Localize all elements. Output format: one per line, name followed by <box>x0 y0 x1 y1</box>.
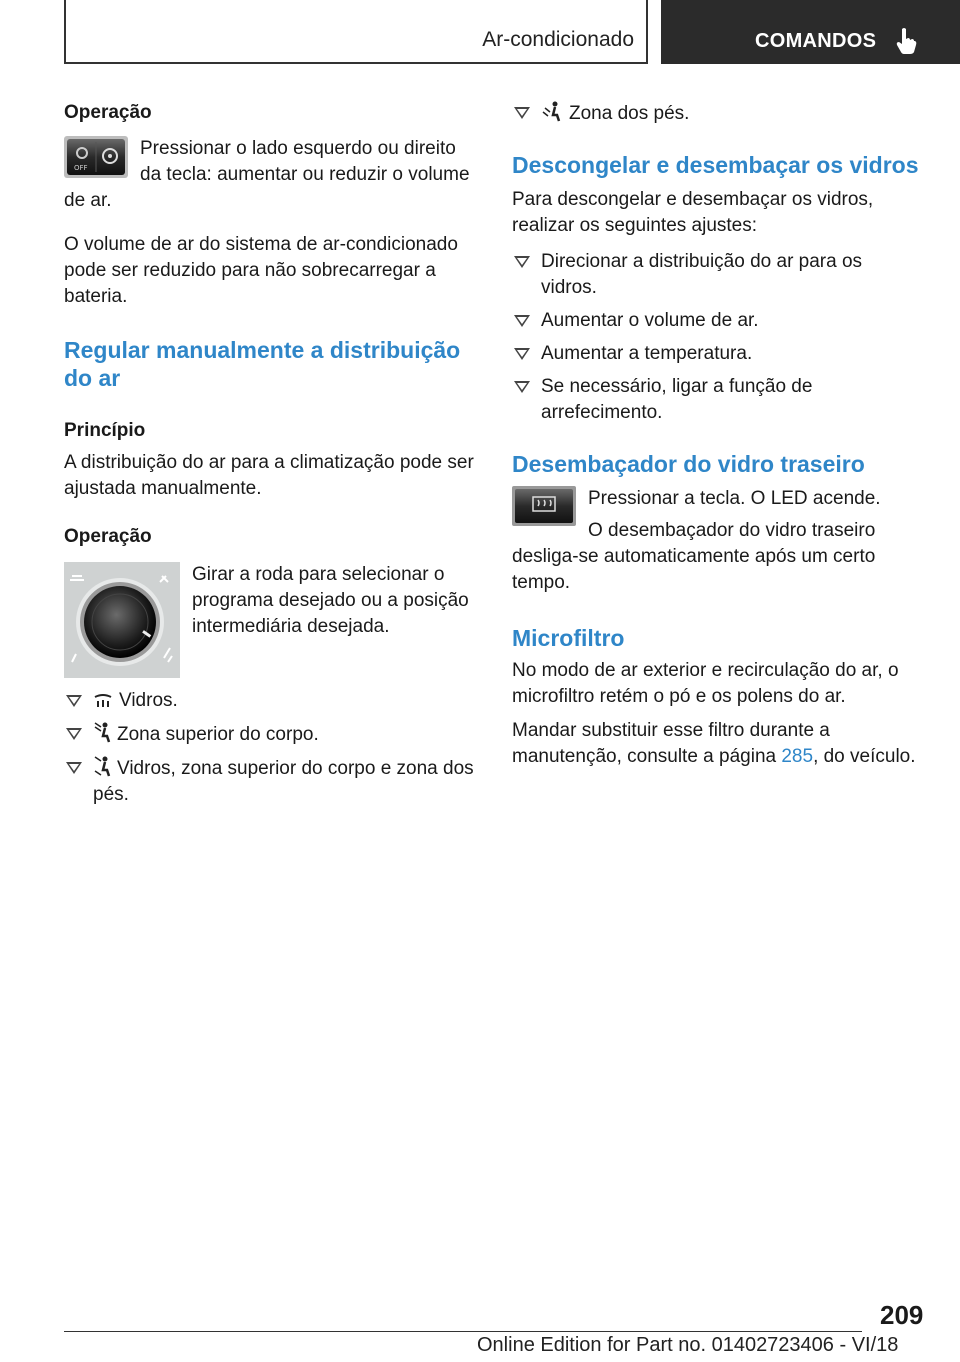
operation-title-2: Operação <box>64 526 152 547</box>
rear-defroster-text-2: O desembaçador do vidro traseiro desliga-se automaticamente após um certo tempo. <box>512 520 876 593</box>
microfilter-text-2 <box>512 718 922 770</box>
rear-defroster-button-image <box>512 486 576 526</box>
rear-defroster-heading: Desembaçador do vidro traseiro <box>512 451 865 477</box>
bullet-text: Vidros. <box>119 690 178 711</box>
distribution-options-list <box>64 688 482 808</box>
bullet-text: Zona superior do corpo. <box>117 724 319 745</box>
list-item <box>512 374 922 426</box>
bullet-text: Direcionar a distribuição do ar para os vidros. <box>541 251 863 298</box>
bullet-text: Zona dos pés. <box>569 103 690 124</box>
bullet-text: Aumentar a temperatura. <box>541 343 753 364</box>
principle-title: Princípio <box>64 420 146 441</box>
upper-body-icon <box>93 721 111 743</box>
footer-divider <box>64 1331 862 1332</box>
defrost-steps-list <box>512 249 922 426</box>
svg-text:OFF: OFF <box>74 164 88 172</box>
bullet-triangle-icon <box>514 381 530 393</box>
bullet-triangle-icon <box>514 107 530 119</box>
bullet-triangle-icon <box>66 728 82 740</box>
feet-option-list <box>512 100 922 127</box>
hand-pointer-icon <box>895 27 917 55</box>
microfilter-text-1: No modo de ar exterior e recirculação do ar, o microfiltro retém o pó e os polens do ar. <box>512 660 899 707</box>
list-item <box>64 721 482 748</box>
operation-text-2: O volume de ar do sistema de ar-condicionado pode ser reduzido para não sobrecarregar a bateria. <box>64 234 458 307</box>
microfilter-heading: Microfiltro <box>512 625 625 651</box>
principle-text: A distribuição do ar para a climatização pode ser ajustada manualmente. <box>64 452 474 499</box>
list-item <box>64 755 482 808</box>
header-section-title: Ar-condicionado <box>482 28 634 51</box>
knob-operation-block <box>64 562 482 678</box>
list-item <box>64 688 482 714</box>
list-item <box>512 308 922 334</box>
right-column <box>512 100 922 770</box>
microfilter-text-2-end: , do veículo. <box>813 746 916 767</box>
rear-defroster-text-1: Pressionar a tecla. O LED acende. <box>588 488 881 509</box>
bullet-triangle-icon <box>514 315 530 327</box>
bullet-text: Se necessário, ligar a função de arrefecimento. <box>541 376 813 423</box>
list-item <box>512 249 922 301</box>
fan-operation-block <box>64 136 482 214</box>
header-section-box <box>64 0 648 64</box>
manual-distribution-heading: Regular manualmente a distribuição do ar <box>64 337 461 391</box>
bullet-triangle-icon <box>514 256 530 268</box>
microfilter-text-2-start: Mandar substituir esse filtro durante a manutenção, consulte a página <box>512 720 830 767</box>
rear-defroster-block <box>512 486 922 596</box>
bullet-triangle-icon <box>66 695 82 707</box>
bullet-text: Vidros, zona superior do corpo e zona dos pés. <box>93 758 474 805</box>
feet-icon <box>541 100 563 122</box>
page-number: 209 <box>880 1300 924 1330</box>
footer-edition: Online Edition for Part no. 01402723406 - VI/18 <box>477 1334 899 1356</box>
fan-button-image <box>64 136 128 178</box>
list-item <box>512 100 922 127</box>
operation-text-3: Girar a roda para selecionar o programa desejado ou a posição intermediária desejada. <box>192 564 469 637</box>
bullet-triangle-icon <box>514 348 530 360</box>
operation-text-1: Pressionar o lado esquerdo ou direito da tecla: aumentar ou reduzir o volume de ar. <box>64 138 470 211</box>
list-item <box>512 341 922 367</box>
defrost-intro: Para descongelar e desembaçar os vidros, realizar os seguintes ajustes: <box>512 189 874 236</box>
defrost-heading: Descongelar e desembaçar os vidros <box>512 152 919 178</box>
header-chapter-title: COMANDOS <box>755 30 877 52</box>
left-column <box>64 100 482 808</box>
windshield-icon <box>93 693 113 709</box>
operation-title-1: Operação <box>64 102 152 123</box>
bullet-triangle-icon <box>66 762 82 774</box>
air-distribution-knob-image <box>64 562 180 678</box>
body-feet-icon <box>93 755 111 777</box>
bullet-text: Aumentar o volume de ar. <box>541 310 759 331</box>
header-chapter-box <box>661 0 960 64</box>
page-reference-link[interactable]: 285 <box>781 746 814 767</box>
